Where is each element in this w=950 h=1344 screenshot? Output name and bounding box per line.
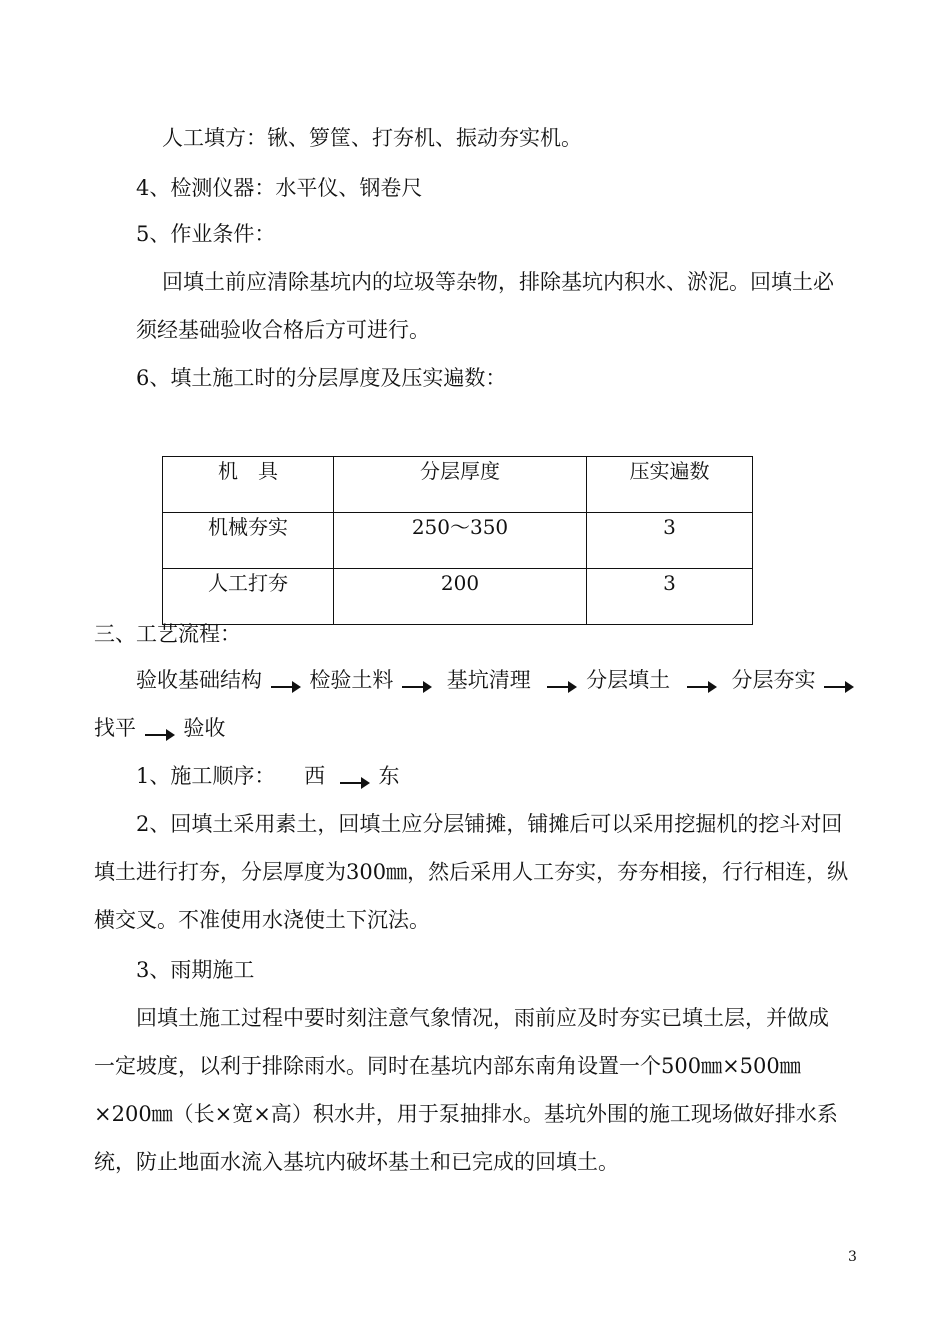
table-cell: 3 xyxy=(587,569,753,625)
arrow-right-icon xyxy=(340,773,370,789)
table-row xyxy=(163,569,753,625)
table-header-cell: 压实遍数 xyxy=(587,457,753,513)
section-process-heading: 三、工艺流程： xyxy=(94,622,241,646)
para-conditions-heading: 5、作业条件： xyxy=(136,222,276,246)
flow-step: 分层填土 xyxy=(586,668,671,692)
table-cell: 机械夯实 xyxy=(163,513,334,569)
table-header-cell: 分层厚度 xyxy=(334,457,587,513)
flow-step: 基坑清理 xyxy=(446,668,531,692)
flow-step: 验收 xyxy=(183,716,226,740)
table-cell: 250～350 xyxy=(334,513,587,569)
para-rainy-line4: 统，防止地面水流入基坑内破坏基土和已完成的回填土。 xyxy=(94,1150,619,1174)
flow-step: 分层夯实 xyxy=(731,668,816,692)
construction-sequence xyxy=(136,766,399,789)
table-cell: 人工打夯 xyxy=(163,569,334,625)
arrow-right-icon xyxy=(402,677,432,693)
table-cell: 3 xyxy=(587,513,753,569)
para-conditions-line1: 回填土前应清除基坑内的垃圾等杂物，排除基坑内积水、淤泥。回填土必 xyxy=(162,270,834,294)
sequence-from: 西 xyxy=(304,764,326,788)
para-rainy-line3: ×200㎜（长×宽×高）积水井，用于泵抽排水。基坑外围的施工现场做好排水系 xyxy=(94,1102,838,1126)
sequence-to: 东 xyxy=(378,764,400,788)
page-number: 3 xyxy=(848,1249,857,1265)
arrow-right-icon xyxy=(271,677,301,693)
arrow-right-icon xyxy=(145,725,175,741)
arrow-right-icon xyxy=(824,677,854,693)
para-rainy-line2: 一定坡度，以利于排除雨水。同时在基坑内部东南角设置一个500㎜×500㎜ xyxy=(94,1054,801,1078)
table-header-row xyxy=(163,457,753,513)
process-flow-line1 xyxy=(136,670,856,693)
flow-step: 检验土料 xyxy=(309,668,394,692)
para-rainy-line1: 回填土施工过程中要时刻注意气象情况，雨前应及时夯实已填土层，并做成 xyxy=(136,1006,829,1030)
para-conditions-line2: 须经基础验收合格后方可进行。 xyxy=(136,318,430,342)
arrow-right-icon xyxy=(687,677,717,693)
para-backfill-line1: 2、回填土采用素土，回填土应分层铺摊，铺摊后可以采用挖掘机的挖斗对回 xyxy=(136,812,843,836)
para-instruments: 4、检测仪器：水平仪、钢卷尺 xyxy=(136,176,423,200)
para-rainy-heading: 3、雨期施工 xyxy=(136,958,255,982)
para-layer-heading: 6、填土施工时的分层厚度及压实遍数： xyxy=(136,366,507,390)
layer-thickness-table xyxy=(162,456,753,625)
para-backfill-line3: 横交叉。不准使用水浇使土下沉法。 xyxy=(94,908,430,932)
flow-step: 找平 xyxy=(94,716,136,740)
flow-step: 验收基础结构 xyxy=(136,668,262,692)
process-flow-line2 xyxy=(94,718,225,741)
para-manual-fill: 人工填方：锹、箩筐、打夯机、振动夯实机。 xyxy=(162,126,582,150)
para-backfill-line2: 填土进行打夯，分层厚度为300㎜，然后采用人工夯实，夯夯相接，行行相连，纵 xyxy=(94,860,849,884)
table-row xyxy=(163,513,753,569)
sequence-label: 1、施工顺序： xyxy=(136,764,276,788)
table-cell: 200 xyxy=(334,569,587,625)
table-header-cell: 机 具 xyxy=(163,457,334,513)
arrow-right-icon xyxy=(547,677,577,693)
